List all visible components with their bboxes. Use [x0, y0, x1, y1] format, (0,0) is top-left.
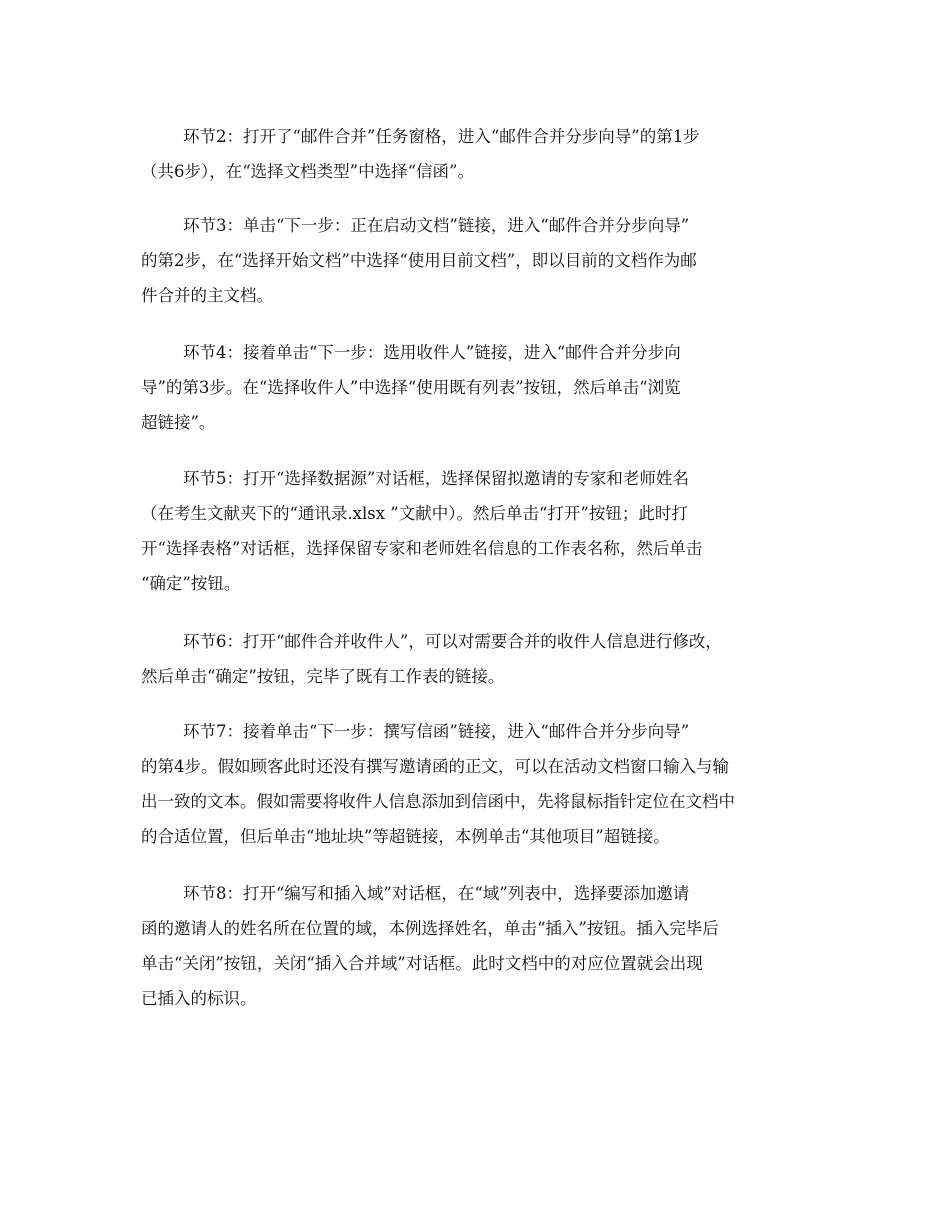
- paragraph-step-7: [141, 714, 813, 854]
- paragraph-line: 已插入的标识。: [141, 989, 257, 1008]
- paragraph-line: 的第4步。假如顾客此时还没有撰写邀请函的正文，可以在活动文档窗口输入与输: [141, 757, 729, 776]
- paragraph-line: 的合适位置，但后单击“地址块”等超链接，本例单击“其他项目”超链接。: [141, 827, 670, 846]
- paragraph-line: “确定”按钮。: [141, 574, 241, 593]
- paragraph-line: 的第2步，在“选择开始文档”中选择“使用目前文档”，即以目前的文档作为邮: [141, 251, 697, 270]
- paragraph-line: 环节8：打开“编写和插入域”对话框，在“域”列表中，选择要添加邀请: [183, 884, 690, 903]
- paragraph-line: （共6步），在“选择文档类型”中选择“信函”。: [141, 162, 474, 181]
- paragraph-step-5: [141, 461, 813, 601]
- paragraph-line: 出一致的文本。假如需要将收件人信息添加到信函中，先将鼠标指针定位在文档中: [141, 792, 735, 811]
- paragraph-line: 导”的第3步。在“选择收件人”中选择“使用既有列表”按钮，然后单击“浏览: [141, 378, 681, 397]
- paragraph-line: 然后单击“确定”按钮，完毕了既有工作表的链接。: [141, 667, 505, 686]
- paragraph-line: 环节2：打开了“邮件合并”任务窗格，进入“邮件合并分步向导”的第1步: [183, 127, 700, 146]
- paragraph-line: 开“选择表格”对话框，选择保留专家和老师姓名信息的工作表名称，然后单击: [141, 539, 703, 558]
- paragraph-line: 函的邀请人的姓名所在位置的域，本例选择姓名，单击“插入”按钮。插入完毕后: [141, 919, 719, 938]
- paragraph-line: 单击“关闭”按钮，关闭“插入合并域”对话框。此时文档中的对应位置就会出现: [141, 954, 703, 973]
- paragraph-line: 环节5：打开“选择数据源”对话框，选择保留拟邀请的专家和老师姓名: [183, 469, 689, 488]
- paragraph-line: 环节4：接着单击“下一步：选用收件人”链接，进入“邮件合并分步向: [183, 343, 681, 362]
- paragraph-step-6: [141, 624, 813, 694]
- paragraph-line: 环节7：接着单击“下一步：撰写信函”链接，进入“邮件合并分步向导”: [183, 722, 690, 741]
- paragraph-line: 超链接”。: [141, 413, 216, 432]
- paragraph-step-2: [141, 119, 813, 189]
- paragraph-line: 件合并的主文档。: [141, 286, 273, 305]
- paragraph-line: 环节6：打开“邮件合并收件人”，可以对需要合并的收件人信息进行修改，: [183, 632, 722, 651]
- paragraph-step-8: [141, 876, 813, 1016]
- paragraph-step-4: [141, 335, 813, 440]
- paragraph-line: 环节3：单击“下一步：正在启动文档”链接，进入“邮件合并分步向导”: [183, 216, 690, 235]
- paragraph-step-3: [141, 208, 813, 313]
- paragraph-line: （在考生文献夹下的“通讯录.xlsx ”文献中）。然后单击“打开”按钮；此时打: [141, 504, 688, 523]
